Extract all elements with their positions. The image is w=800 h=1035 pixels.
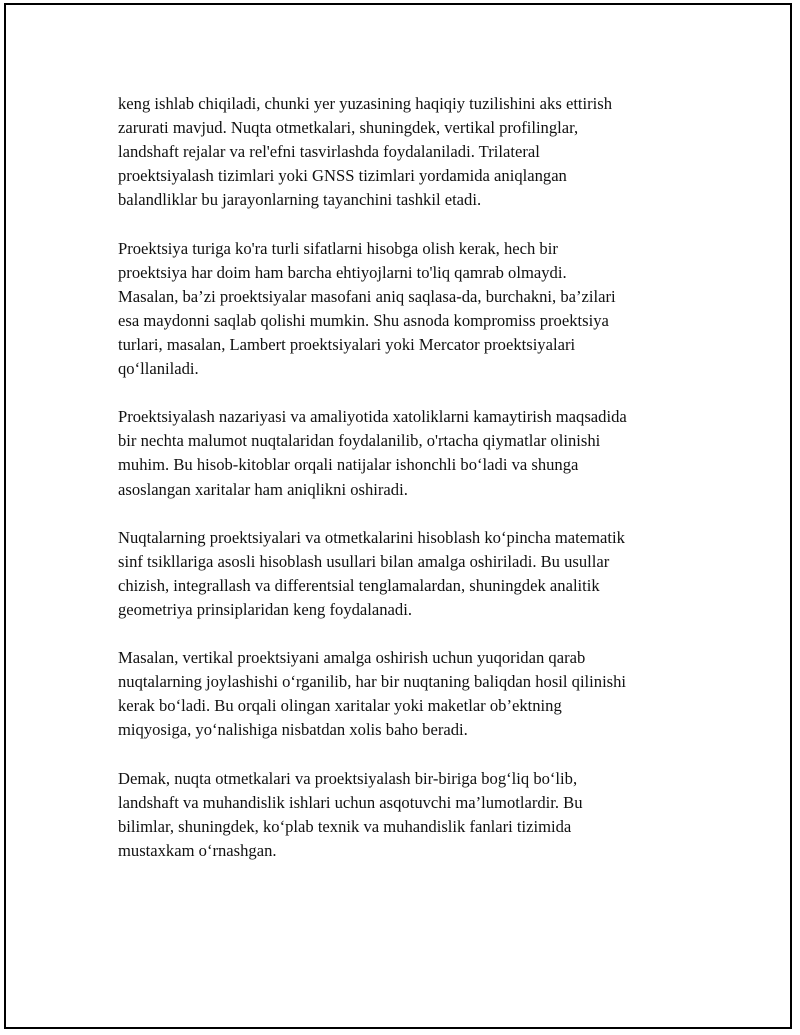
- paragraph-1: keng ishlab chiqiladi, chunki yer yuzasining haqiqiy tuzilishini aks ettirish zarurati mavjud. Nuqta otmetkalari, shuningdek, vertikal profilinglar, landshaft rejalar va rel'efni tasvirlashda foydalaniladi. Trilateral proektsiyalash tizimlari yoki GNSS tizimlari yordamida aniqlangan balandliklar bu jarayonlarning tayanchini tashkil etadi.: [118, 94, 613, 210]
- paragraph-4: Nuqtalarning proektsiyalari va otmetkalarini hisoblash ko‘pincha matematik sinf tsikllariga asosli hisoblash usullari bilan amalga oshiriladi. Bu usullar chizish, integrallash va differentsial tenglamalardan, shuningdek analitik geometriya prinsiplaridan keng foydalanadi.: [118, 527, 625, 619]
- paragraph-3: Proektsiyalash nazariyasi va amaliyotida xatoliklarni kamaytirish maqsadida bir nechta malumot nuqtalaridan foydalanilib, o'rtacha qiymatlar olinishi muhim. Bu hisob-kitoblar orqali natijalar ishonchli bo‘ladi va shunga asoslangan xaritalar ham aniqlikni oshiradi.: [118, 407, 627, 499]
- paragraph-6: Demak, nuqta otmetkalari va proektsiyalash bir-biriga bog‘liq bo‘lib, landshaft va muhandislik ishlari uchun asqotuvchi ma’lumotlardir. Bu bilimlar, shuningdek, ko‘plab texnik va muhandislik fanlari tizimida mustaxkam o‘rnashgan.: [118, 768, 583, 860]
- paragraph-2: Proektsiya turiga ko'ra turli sifatlarni hisobga olish kerak, hech bir proektsiya har doim ham barcha ehtiyojlarni to'liq qamrab olmaydi. Masalan, ba’zi proektsiyalar masofani aniq saqlasa-da, burchakni, ba’zilari esa maydonni saqlab qolishi mumkin. Shu asnoda kompromiss proektsiya turlari, masalan, Lambert proektsiyalari yoki Mercator proektsiyalari qo‘llaniladi.: [118, 238, 616, 379]
- paragraph-5: Masalan, vertikal proektsiyani amalga oshirish uchun yuqoridan qarab nuqtalarning joylashishi o‘rganilib, har bir nuqtaning baliqdan hosil qilinishi kerak bo‘ladi. Bu orqali olingan xaritalar yoki maketlar ob’ektning miqyosiga, yo‘nalishiga nisbatdan xolis baho beradi.: [118, 648, 627, 740]
- document-body: [118, 92, 698, 887]
